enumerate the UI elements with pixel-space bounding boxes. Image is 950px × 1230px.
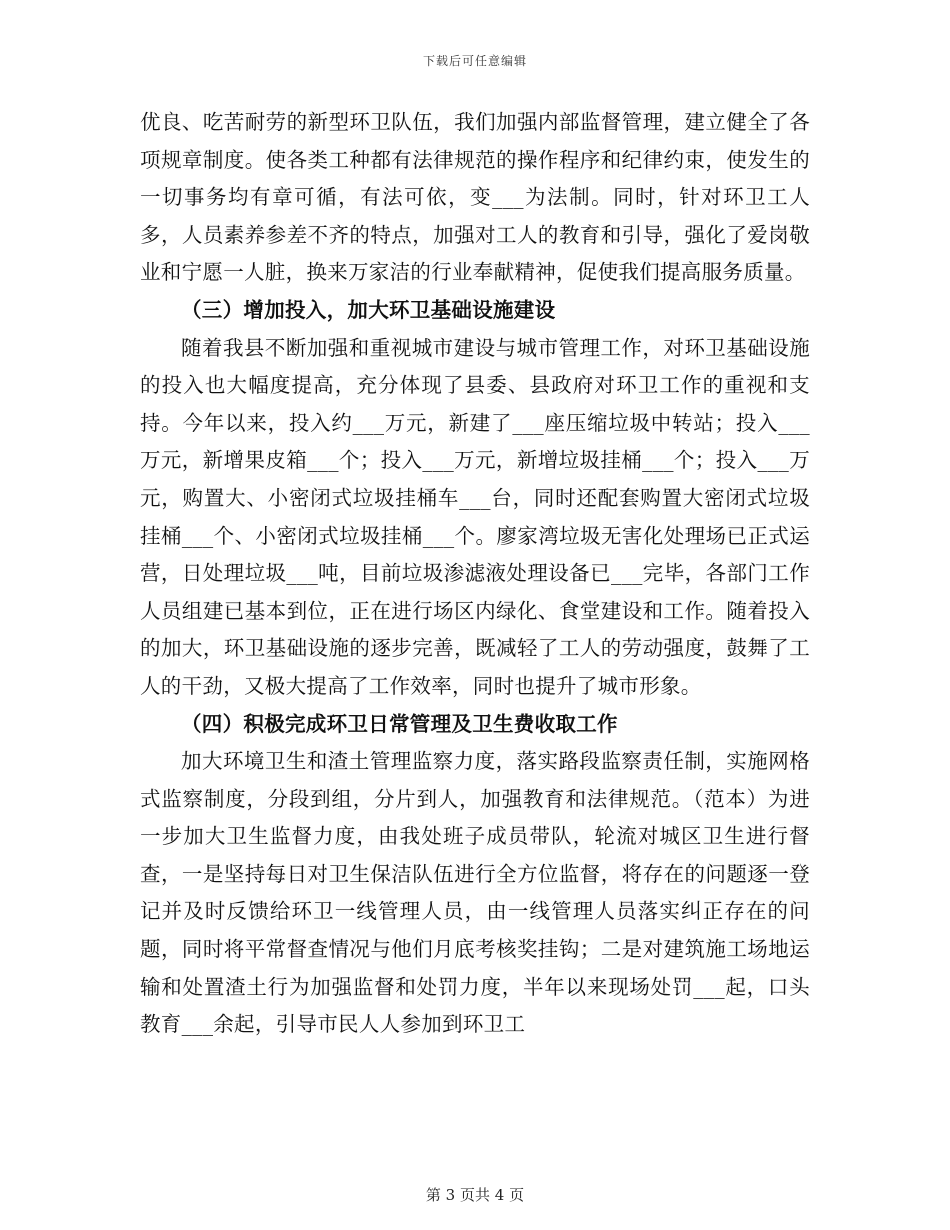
section-heading-4: （四）积极完成环卫日常管理及卫生费收取工作 [181,711,618,736]
document-body [140,104,810,1044]
paragraph-team-management: 优良、吃苦耐劳的新型环卫队伍，我们加强内部监督管理，建立健全了各项规章制度。使各类工种都有法律规范的操作程序和纪律约束，使发生的一切事务均有章可循，有法可依，变___为法制。同时，针对环卫工人多，人员素养参差不齐的特点，加强对工人的教育和引导，强化了爱岗敬业和宁愿一人脏，换来万家洁的行业奉献精神，促使我们提高服务质量。 [140,110,810,285]
page-footer: 第 3 页共 4 页 [425,1186,525,1204]
section-heading-3: （三）增加投入，加大环卫基础设施建设 [181,297,556,322]
paragraph-infrastructure-investment: 随着我县不断加强和重视城市建设与城市管理工作，对环卫基础设施的投入也大幅度提高，充分体现了县委、县政府对环卫工作的重视和支持。今年以来，投入约___万元，新建了___座压缩垃圾中转站；投入___万元，新增果皮箱___个；投入___万元，新增垃圾挂桶___个；投入___万元，购置大、小密闭式垃圾挂桶车___台，同时还配套购置大密闭式垃圾挂桶___个、小密闭式垃圾挂桶___个。廖家湾垃圾无害化处理场已正式运营，日处理垃圾___吨，目前垃圾渗滤液处理设备已___完毕，各部门工作人员组建已基本到位，正在进行场区内绿化、食堂建设和工作。随着投入的加大，环卫基础设施的逐步完善，既减轻了工人的劳动强度，鼓舞了工人的干劲，又极大提高了工作效率，同时也提升了城市形象。 [140,335,810,698]
page-header: 下载后可任意编辑 [422,54,527,68]
paragraph-daily-management: 加大环境卫生和渣土管理监察力度，落实路段监察责任制，实施网格式监察制度，分段到组，分片到人，加强教育和法律规范。（范本）为进一步加大卫生监督力度，由我处班子成员带队，轮流对城区卫生进行督查，一是坚持每日对卫生保洁队伍进行全方位监督，将存在的问题逐一登记并及时反馈给环卫一线管理人员，由一线管理人员落实纠正存在的问题，同时将平常督查情况与他们月底考核奖挂钩；二是对建筑施工场地运输和处置渣土行为加强监督和处罚力度，半年以来现场处罚___起，口头教育___余起，引导市民人人参加到环卫工 [140,749,810,1037]
